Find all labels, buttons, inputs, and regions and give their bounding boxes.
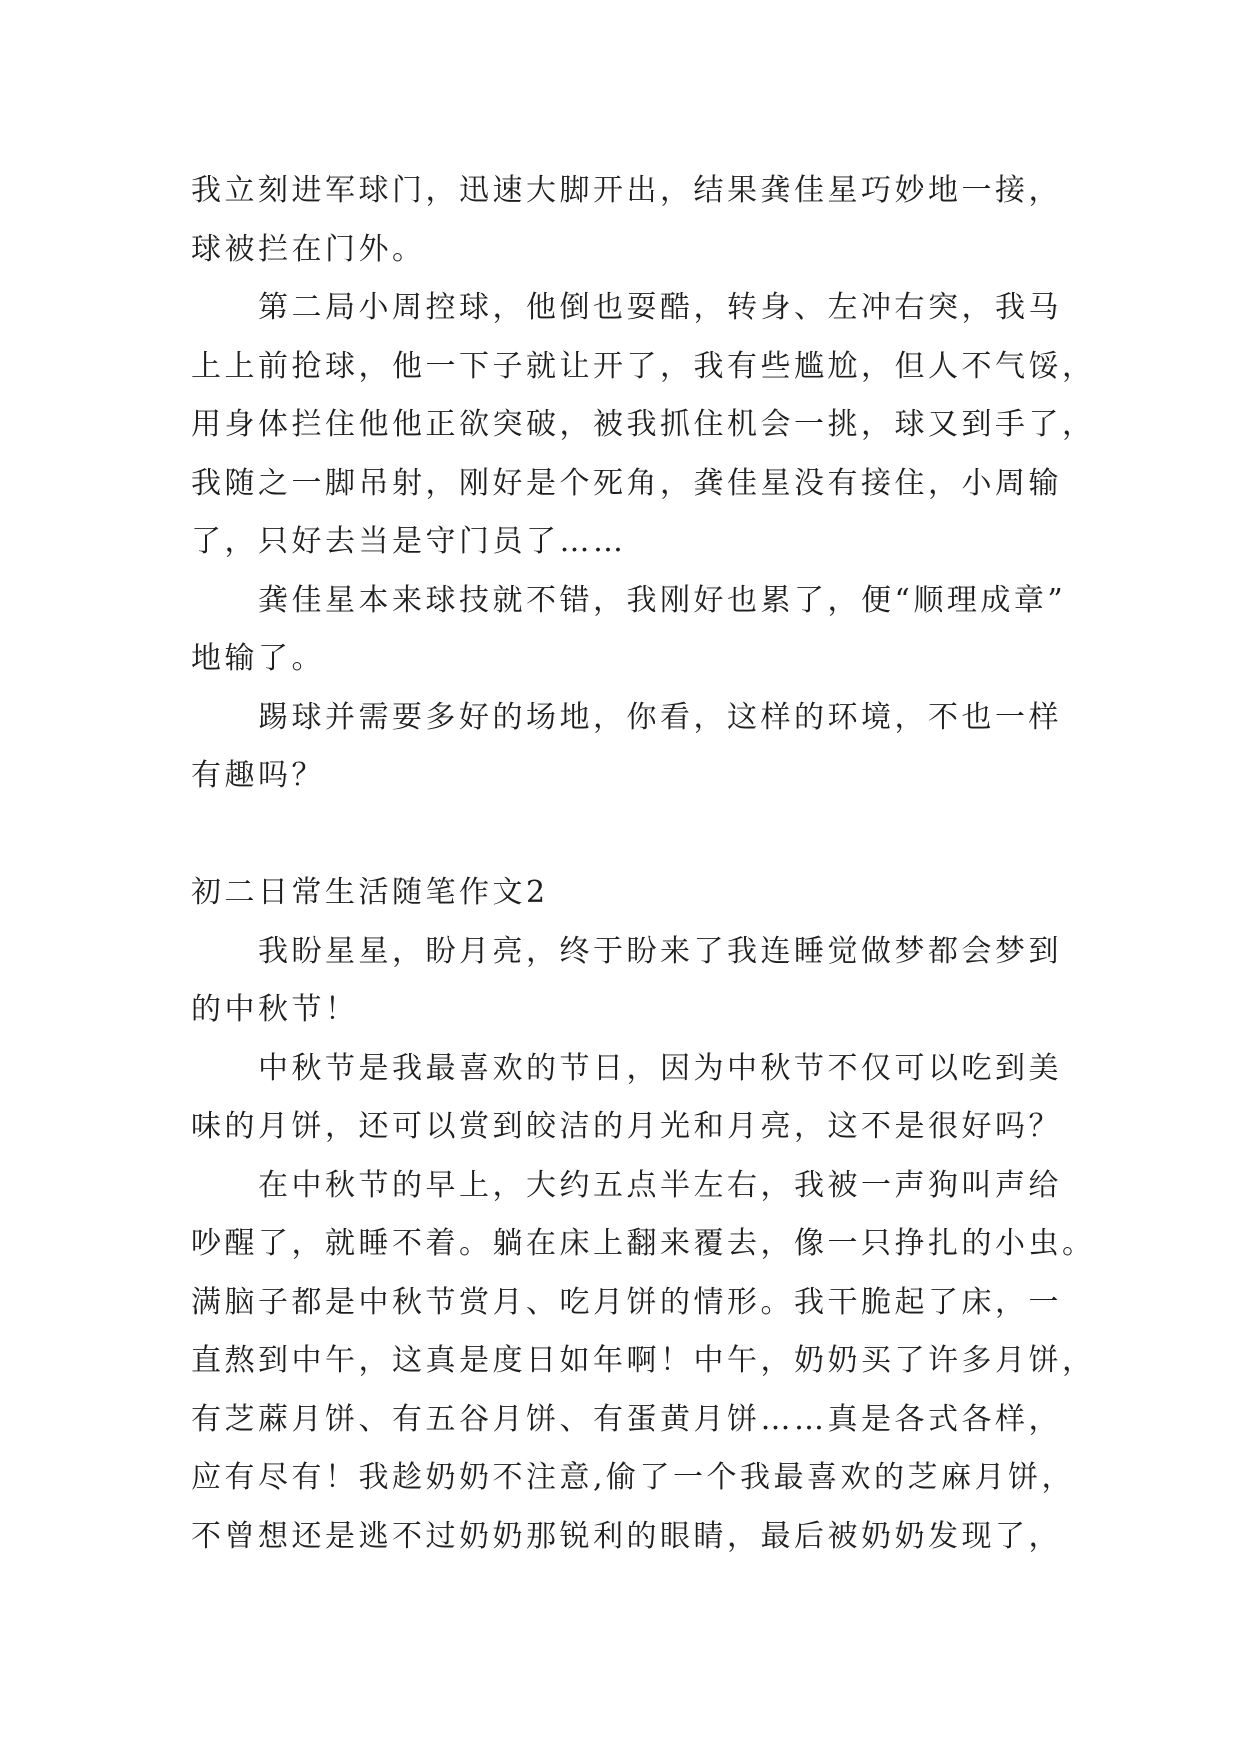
paragraph (191, 279, 1111, 572)
paragraph (191, 572, 1111, 689)
text-line: 球被拦在门外。 (191, 231, 426, 267)
paragraph (191, 1040, 1111, 1157)
text-line: 有芝蔴月饼、有五谷月饼、有蛋黄月饼……真是各式各样， (191, 1401, 1062, 1437)
document-body (191, 162, 1111, 1566)
text-line: 踢球并需要多好的场地，你看，这样的环境，不也一样 (258, 699, 1062, 735)
text-line: 龚佳星本来球技就不错，我刚好也累了，便“顺理成章” (258, 582, 1067, 618)
text-line: 地输了。 (191, 641, 325, 676)
text-line: 中秋节是我最喜欢的节日，因为中秋节不仅可以吃到美 (258, 1050, 1062, 1086)
text-line: 满脑子都是中秋节赏月、吃月饼的情形。我干脆起了床，一 (191, 1284, 1062, 1320)
text-line: 的中秋节！ (191, 992, 359, 1027)
text-line: 我盼星星，盼月亮，终于盼来了我连睡觉做梦都会梦到 (258, 933, 1062, 969)
text-line: 有趣吗？ (191, 758, 325, 793)
text-line: 在中秋节的早上，大约五点半左右，我被一声狗叫声给 (258, 1167, 1062, 1203)
section-heading: 初二日常生活随笔作文2 (191, 875, 549, 910)
text-line: 直熬到中午，这真是度日如年啊！中午，奶奶买了许多月饼， (191, 1343, 1096, 1378)
text-line: 我立刻进军球门，迅速大脚开出，结果龚佳星巧妙地一接， (191, 173, 1062, 208)
text-line: 吵醒了，就睡不着。躺在床上翻来覆去，像一只挣扎的小虫。 (191, 1226, 1096, 1261)
text-line: 味的月饼，还可以赏到皎洁的月光和月亮，这不是很好吗？ (191, 1109, 1062, 1144)
blank-line (191, 806, 1111, 865)
paragraph (191, 1157, 1111, 1567)
text-line: 用身体拦住他他正欲突破，被我抓住机会一挑，球又到手了， (191, 407, 1096, 442)
paragraph (191, 689, 1111, 806)
paragraph (191, 923, 1111, 1040)
text-line: 我随之一脚吊射，刚好是个死角，龚佳星没有接住，小周输 (191, 465, 1062, 501)
text-line: 上上前抢球，他一下子就让开了，我有些尴尬，但人不气馁， (191, 348, 1096, 384)
text-line: 了，只好去当是守门员了…… (191, 524, 627, 559)
text-line: 应有尽有！我趁奶奶不注意,偷了一个我最喜欢的芝麻月饼， (191, 1460, 1076, 1495)
paragraph (191, 162, 1111, 279)
text-line: 不曾想还是逃不过奶奶那锐利的眼睛，最后被奶奶发现了， (191, 1518, 1062, 1554)
text-line: 第二局小周控球，他倒也耍酷，转身、左冲右突，我马 (258, 290, 1062, 325)
